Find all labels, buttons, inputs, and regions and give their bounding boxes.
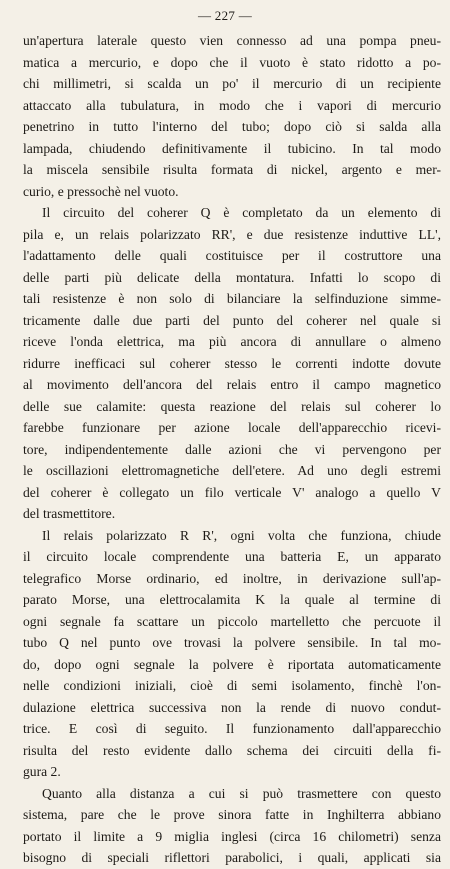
text-line: penetrino in tutto l'interno del tubo; dopo ciò si salda alla (23, 119, 441, 134)
text-line: do, dopo ogni segnale la polvere è riportata automaticamente (23, 656, 441, 672)
text-line: Il relais polarizzato R R', ogni volta che funziona, chiude (42, 527, 441, 543)
text-line: tubo Q nel punto ove trovasi la polvere sensibile. In tal mo- (23, 635, 441, 650)
text-line: matica a mercurio, e dopo che il vuoto è stato ridotto a po- (23, 54, 441, 70)
text-line: un'apertura laterale questo vien connesso ad una pompa pneu- (23, 33, 441, 48)
text-line: tore, indipendentemente dalle azioni che vi pervengono per (23, 441, 441, 457)
text-line: lampada, chiudendo definitivamente il tubicino. In tal modo (23, 140, 441, 156)
text-line: del coherer è collegato un filo verticale V' analogo a quello V (23, 484, 441, 500)
text-line: del trasmettitore. (23, 506, 116, 521)
text-line: gura 2. (23, 764, 61, 779)
text-line: dulazione elettrica successiva non la rende di nuovo condut- (23, 699, 441, 715)
text-line: risulta del resto evidente dallo schema dei circuiti della fi- (23, 742, 441, 758)
text-line: il circuito locale comprendente una batteria E, un apparato (23, 549, 441, 564)
text-line: delle sue calamite: questa reazione del relais sul coherer lo (23, 398, 441, 414)
text-line: ogni segnale fa scattare un piccolo martelletto che percuote il (23, 613, 441, 629)
text-line: attaccato alla tubulatura, in modo che i vapori di mercurio (23, 97, 441, 113)
text-line: ridurre inefficaci sul coherer stesso le correnti indotte dovute (23, 355, 441, 371)
text-line: curio, e pressochè nel vuoto. (23, 183, 179, 199)
text-line: tricamente dalle due parti del punto del coherer nel quale si (23, 312, 441, 328)
text-line: al movimento dell'ancora del relais entro il campo magnetico (23, 377, 441, 392)
page-number: — 227 — (197, 8, 253, 23)
text-line: farebbe funzionare per azione locale dell'apparecchio ricevi- (23, 420, 441, 435)
text-line: telegrafico Morse ordinario, ed inoltre, in derivazione sull'ap- (23, 570, 441, 586)
text-line: parato Morse, una elettrocalamita K la quale al termine di (23, 592, 441, 607)
paragraph-1 (23, 30, 441, 202)
text-line: pila e, un relais polarizzato RR', e due resistenze induttive LL', (23, 226, 441, 242)
text-line: Quanto alla distanza a cui si può trasmettere con questo (42, 785, 441, 801)
text-line: Il circuito del coherer Q è completato da un elemento di (42, 205, 441, 220)
text-line: l'adattamento delle quali costituisce per il costruttore una (23, 248, 441, 263)
text-line: portato il limite a 9 miglia inglesi (circa 16 chilometri) senza (23, 828, 441, 844)
body-text (23, 30, 441, 869)
text-line: nelle condizioni iniziali, cioè di semi isolamento, finchè l'on- (23, 678, 441, 693)
text-line: riceve l'onda elettrica, ma più ancora di annullare o almeno (23, 334, 441, 349)
text-line: le oscillazioni elettromagnetiche dell'etere. Ad uno degli estremi (23, 463, 441, 478)
text-line: bisogno di speciali riflettori parabolici, i quali, applicati sia (23, 850, 441, 865)
text-line: la miscela sensibile risulta formata di nickel, argento e mer- (23, 162, 441, 177)
paragraph-2 (23, 202, 441, 525)
text-line: sistema, pare che le prove sinora fatte in Inghilterra abbiano (23, 807, 441, 822)
text-line: delle parti più delicate della montatura. Infatti lo scopo di (23, 269, 441, 285)
text-line: tali resistenze è non solo di bilanciare la selfinduzione simme- (23, 291, 441, 306)
text-line: chi millimetri, si scalda un po' il mercurio di un recipiente (23, 76, 441, 91)
paragraph-4 (23, 783, 441, 869)
paragraph-3 (23, 525, 441, 783)
text-line: trice. E così di seguito. Il funzionamento dall'apparecchio (23, 721, 441, 736)
